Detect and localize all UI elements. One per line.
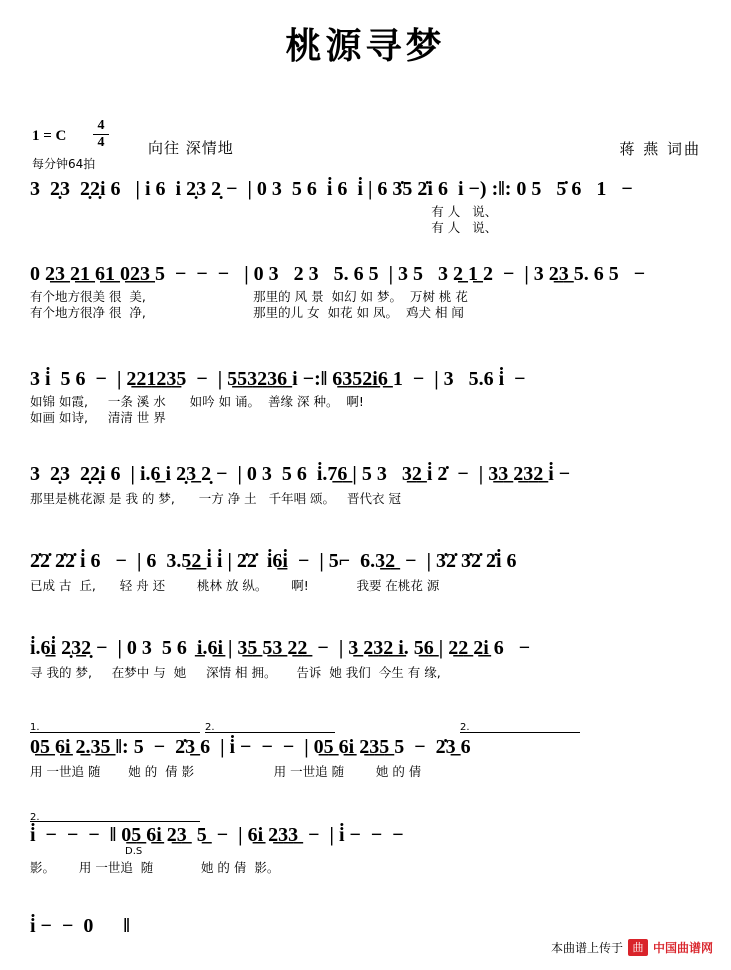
ending-bracket-3-label: 2. <box>460 722 470 733</box>
lyric-line-1: 那里是桃花源 是 我 的 梦, 一方 净 土 千年唱 颂。 晋代衣 冠 <box>30 491 401 506</box>
notation-line: i̇ − − 0 ‖ <box>30 915 130 937</box>
lyric-line-2: 有个地方很净 很 净, 那里的儿 女 如花 如 凤。 鸡犬 相 闻 <box>30 305 464 320</box>
notation-line: 0̲5̲ 6̲i̲ 2̲.3̲5̲ ‖: 5 − 2̇3̲ 6 | i̇ − − − | 0̲5̲ 6̲i̲ 2̲3̲5̲ 5 − 2̇3̲ 6 <box>30 736 471 758</box>
lyric-line-1: 已成 古 丘, 轻 舟 还 桃林 放 纵。 啊! 我要 在桃花 源 <box>30 578 440 593</box>
lyric-line-1: 有个地方很美 很 美, 那里的 风 景 如幻 如 梦。 万树 桃 花 <box>30 289 468 304</box>
notation-line: 3 2̣3 2̣2̣i 6 | i 6 i 2̣3 2̣ − | 0 3 5 6 i̇ 6 i̇ | 6 3̇5 2̇i 6 i −) :‖: 0 5 5̇ 6 1 − <box>30 178 633 200</box>
lyric-line-1: 用 一世追 随 她 的 倩 影 用 一世追 随 她 的 倩 <box>30 764 422 779</box>
site-logo-icon: 曲 <box>628 939 648 956</box>
music-system-4 <box>30 463 705 507</box>
time-signature <box>93 120 109 149</box>
ending-bracket-3-line <box>460 732 580 733</box>
footer-text: 本曲谱上传于 <box>550 941 623 955</box>
lyric-line-1: 寻 我的 梦, 在梦中 与 她 深情 相 拥。 告诉 她 我们 今生 有 缘, <box>30 665 441 680</box>
lyric-line-1: 有 人 说、 <box>30 204 498 219</box>
author-credit: 蒋 燕 词曲 <box>619 140 701 158</box>
footer-credit <box>551 939 713 956</box>
page-title: 桃源寻梦 <box>285 26 446 67</box>
music-system-9 <box>30 915 705 937</box>
time-signature-top: 4 <box>97 118 105 133</box>
music-system-5 <box>30 550 705 594</box>
tempo-marking: 每分钟64拍 <box>32 157 96 171</box>
notation-line: i̇ − − − ‖ 0̲5̲ 6̲i̲ 2̲3̲ 5̲ − | 6̲i̲ 2̲3̲3̲ − | i̇ − − − <box>30 824 404 846</box>
notation-line: 2̇2̇ 2̇2̇ i̇ 6 − | 6 3.5̲2̲ i̇ i̇ | 2̇2̇ i̇6̲i̇ − | 5⌐ 6.3̲2̲ − | 3̇2̇ 3̇2̇ 2̇i̇ 6 <box>30 550 517 572</box>
ending-bracket-label: 2. <box>30 812 40 823</box>
music-system-7 <box>30 722 705 780</box>
music-system-6 <box>30 637 705 681</box>
lyric-line-2: 如画 如诗, 清清 世 界 <box>30 410 166 425</box>
lyric-line-2: 有 人 说、 <box>30 220 498 235</box>
site-name[interactable]: 中国曲谱网 <box>652 941 713 955</box>
music-system-3 <box>30 368 705 426</box>
lyric-line-1: 如锦 如霞, 一条 溪 水 如吟 如 诵。 善缘 深 种。 啊! <box>30 394 364 409</box>
notation-line: 0 2̲3̲ 2̲1̲ 6̲1̲ 0̲2̲3̲ 5 − − − | 0 3 2 3 5. 6 5 | 3 5 3 2̲ 1̲ 2 − | 3 2̲3̲ 5. 6 5 − <box>30 263 646 285</box>
key-signature: 1 = C <box>32 128 67 144</box>
notation-line: 3 i̇ 5 6 − | 2̲2̲1̲2̲3̲5 − | 5̲5̲3̲2̲3̲6̲ i −:‖ 6̲3̲5̲2̲i̲6̲ 1 − | 3 5.6 i̇ − <box>30 368 526 390</box>
music-system-2 <box>30 263 705 321</box>
lyric-line-1: 影。 用 一世追 随 她 的 倩 影。 <box>30 860 280 875</box>
expression-marking: 向往 深情地 <box>148 139 234 157</box>
ds-annotation: D.S <box>125 846 143 857</box>
ending-bracket-1-line <box>30 732 200 733</box>
music-system-8 <box>30 812 705 876</box>
music-system-1 <box>30 178 705 236</box>
ending-bracket-1-label: 1. <box>30 722 40 733</box>
ending-bracket-line <box>30 821 200 822</box>
time-signature-bottom: 4 <box>97 135 105 150</box>
notation-line: 3 2̣3 2̣2̣i 6 | i.6̲ i 2̣3̲ 2̣ − | 0 3 5 6 i̇.7̲6̲ | 5 3 3̲2̲ i̇ 2̇ − | 3̲3̲ 2̲3̲2̲ i̇ − <box>30 463 571 485</box>
notation-line: i̇.6̲i̇ 2̣3̲2̣ − | 0 3 5 6 i̲.6̲i̲ | 3̲5̲ 5̲3̲ 2̲2̲ − | 3̲ 2̲3̲2̲ i̲. 5̲6̲ | 2̲2̲ 2̲i̲ 6 − <box>30 637 531 659</box>
ending-bracket-2-line <box>205 732 335 733</box>
ending-bracket-2-label: 2. <box>205 722 215 733</box>
